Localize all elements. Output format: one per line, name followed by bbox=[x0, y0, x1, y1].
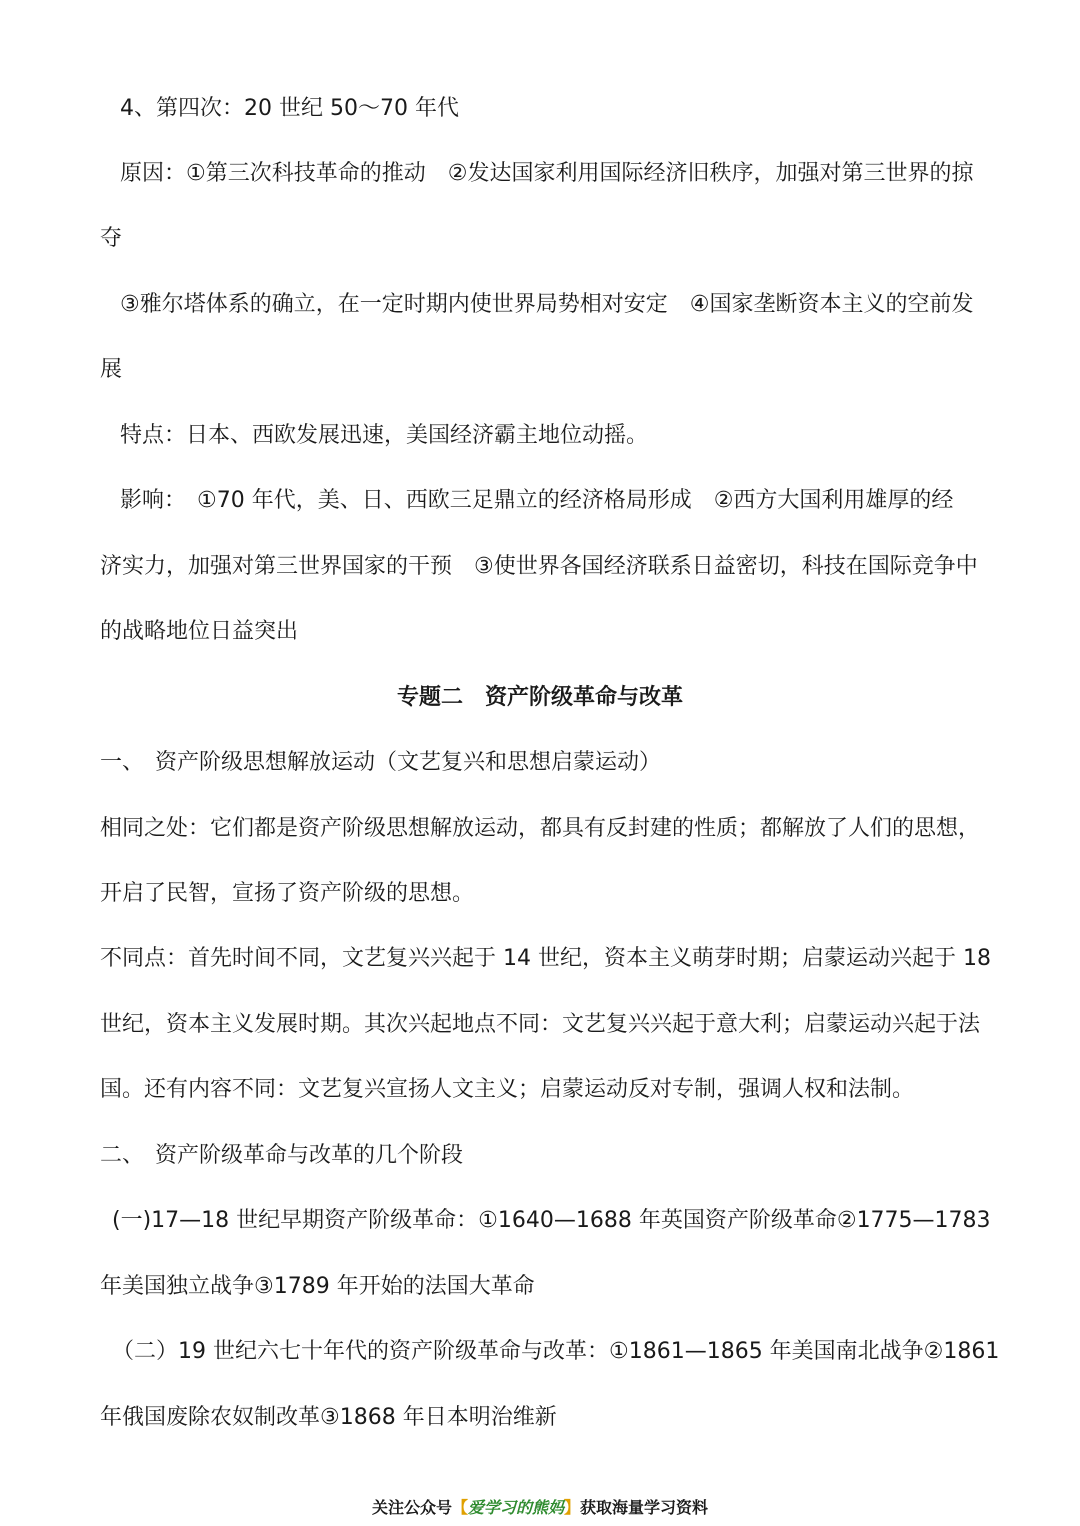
difference-line: 不同点：首先时间不同，文艺复兴兴起于 14 世纪，资本主义萌芽时期；启蒙运动兴起于 18 bbox=[100, 946, 991, 971]
cause-line-2-cont: 展 bbox=[100, 357, 123, 382]
footer-watermark bbox=[0, 1497, 1080, 1519]
footer-bracket-close: 】 bbox=[564, 1498, 581, 1517]
footer-suffix: 获取海量学习资料 bbox=[580, 1498, 709, 1517]
impact-line-cont: 济实力，加强对第三世界国家的干预 ③使世界各国经济联系日益密切，科技在国际竞争中 bbox=[100, 554, 978, 579]
impact-line: 影响： ①70 年代，美、日、西欧三足鼎立的经济格局形成 ②西方大国利用雄厚的经 bbox=[120, 488, 954, 513]
difference-line-cont: 世纪，资本主义发展时期。其次兴起地点不同：文艺复兴兴起于意大利；启蒙运动兴起于法 bbox=[100, 1012, 981, 1037]
stage-one-line-cont: 年美国独立战争③1789 年开始的法国大革命 bbox=[100, 1274, 535, 1299]
cause-line-2: ③雅尔塔体系的确立，在一定时期内使世界局势相对安定 ④国家垄断资本主义的空前发 bbox=[120, 292, 974, 317]
topic-title: 专题二 资产阶级革命与改革 bbox=[396, 685, 683, 710]
similarity-line: 相同之处：它们都是资产阶级思想解放运动，都具有反封建的性质；都解放了人们的思想， bbox=[100, 816, 981, 841]
impact-line-cont-2: 的战略地位日益突出 bbox=[100, 619, 299, 644]
footer-bracket-open: 【 bbox=[451, 1498, 468, 1517]
footer-brand: 爱学习的熊妈 bbox=[467, 1498, 564, 1517]
stage-two-line-cont: 年俄国废除农奴制改革③1868 年日本明治维新 bbox=[100, 1405, 557, 1430]
cause-line-cont: 夺 bbox=[100, 226, 123, 251]
difference-line-cont-2: 国。还有内容不同：文艺复兴宣扬人文主义；启蒙运动反对专制，强调人权和法制。 bbox=[100, 1077, 915, 1102]
subsection-heading-1: 一、 资产阶级思想解放运动（文艺复兴和思想启蒙运动） bbox=[100, 750, 662, 775]
section-heading-fourth: 4、第四次：20 世纪 50～70 年代 bbox=[120, 96, 459, 121]
footer-prefix: 关注公众号 bbox=[371, 1498, 452, 1517]
similarity-line-cont: 开启了民智，宣扬了资产阶级的思想。 bbox=[100, 881, 475, 906]
subsection-heading-2: 二、 资产阶级革命与改革的几个阶段 bbox=[100, 1143, 464, 1168]
cause-line: 原因：①第三次科技革命的推动 ②发达国家利用国际经济旧秩序，加强对第三世界的掠 bbox=[120, 161, 974, 186]
feature-line: 特点：日本、西欧发展迅速，美国经济霸主地位动摇。 bbox=[120, 423, 649, 448]
stage-one-line: (一)17—18 世纪早期资产阶级革命：①1640—1688 年英国资产阶级革命②1775—1783 bbox=[112, 1208, 991, 1233]
stage-two-line: （二）19 世纪六七十年代的资产阶级革命与改革：①1861—1865 年美国南北战争②1861 bbox=[112, 1339, 1000, 1364]
